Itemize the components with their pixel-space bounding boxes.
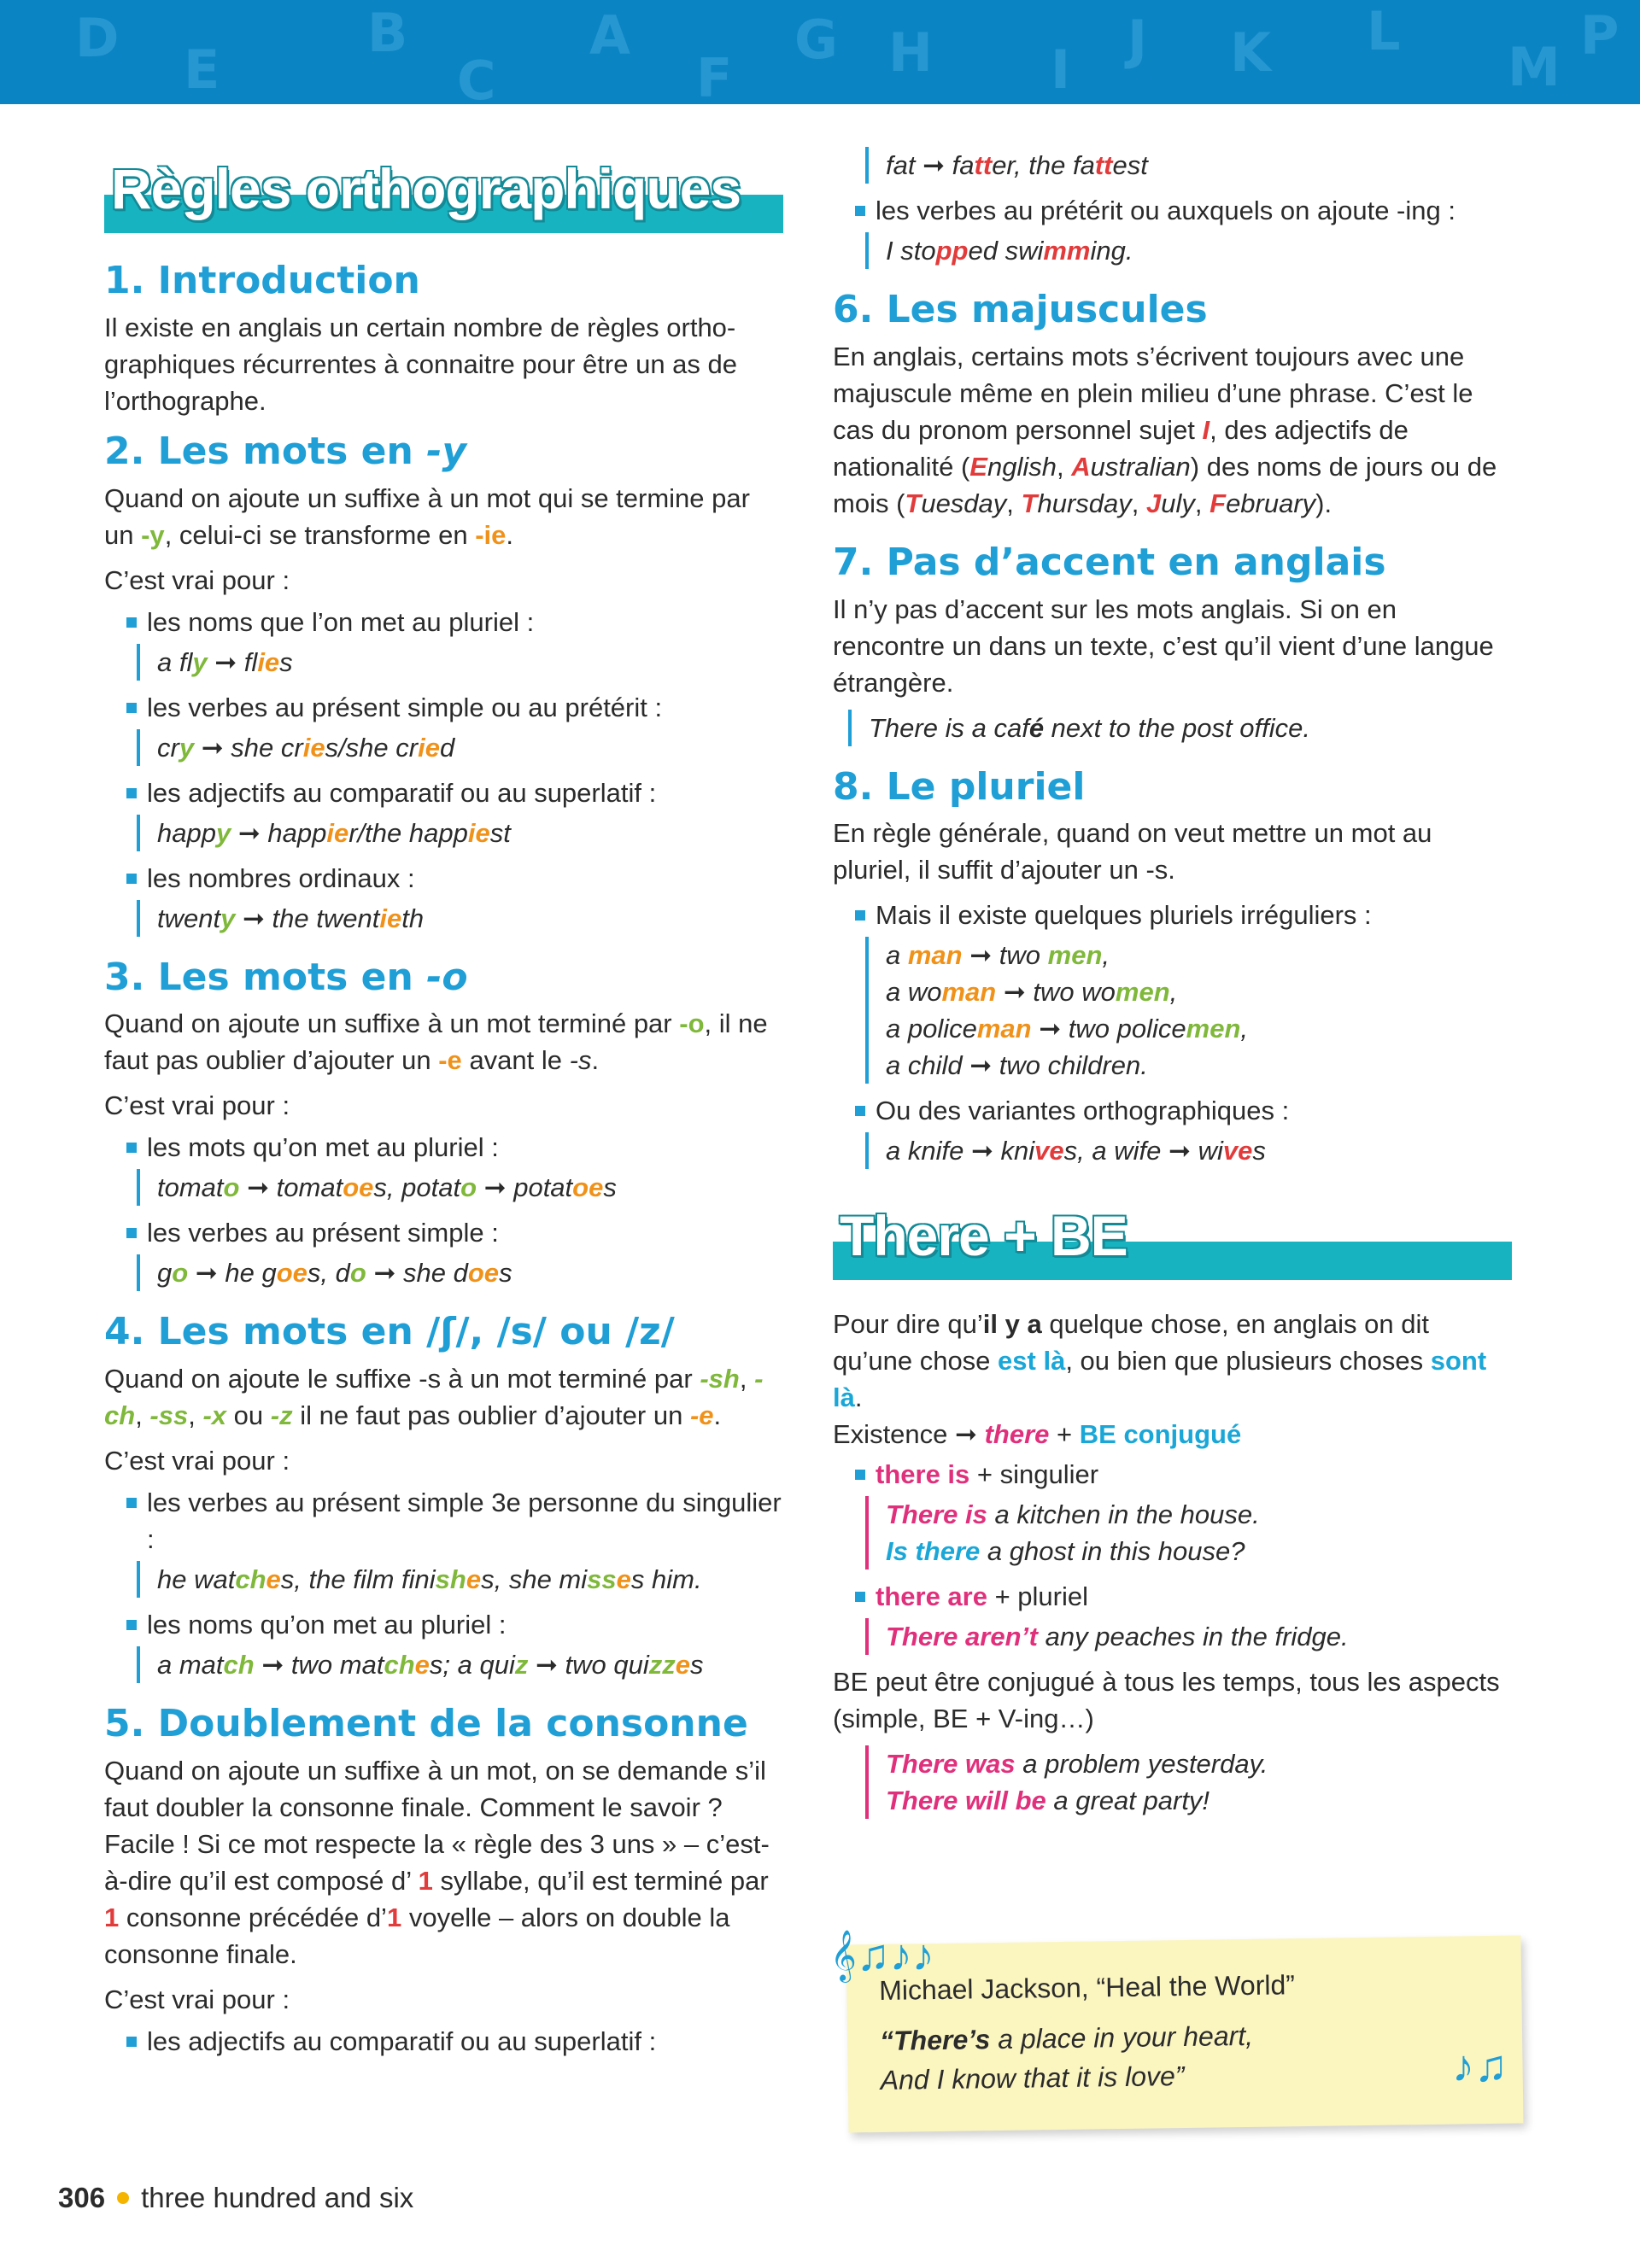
heading-introduction: 1. Introduction — [104, 259, 420, 302]
example: a knife ➞ knives, a wife ➞ wives — [865, 1132, 1512, 1169]
bullet: les verbes au présent simple 3e personne du singulier : — [126, 1484, 783, 1558]
example: There is a café next to the post office. — [848, 710, 1512, 746]
doublement-paragraph: Quand on ajoute un suffixe à un mot, on se demande s’il faut doubler la consonne finale. Comment le savoir ? Facile ! Si ce mot respecte la « règle des 3 uns » – c’est-à-dire qu’il est composé d’ 1 syllabe, qu’il est terminé par 1 consonne précédée d’1 voyelle – alors on double la consonne finale. — [104, 1755, 770, 1969]
mots-o-paragraph: Quand on ajoute un suffixe à un mot terminé par -o, il ne faut pas oublier d’ajouter un -e avant le -s. — [104, 1008, 768, 1076]
cest-vrai-pour: C’est vrai pour : — [104, 1446, 290, 1476]
banner-letter: M — [1508, 36, 1561, 98]
banner-letter: P — [1580, 4, 1620, 67]
mots-y-paragraph: Quand on ajoute un suffixe à un mot qui se termine par un -y, celui-ci se transforme en -ie. — [104, 482, 750, 550]
example: There was a problem yesterday. There will be a great party! — [865, 1745, 1512, 1819]
title-text: Règles orthographiques — [111, 157, 741, 220]
heading-doublement: 5. Doublement de la consonne — [104, 1702, 748, 1746]
heading-pluriel: 8. Le pluriel — [833, 764, 1086, 809]
section-title-regles — [104, 152, 783, 233]
example: There is a kitchen in the house. Is there a ghost in this house? — [865, 1496, 1512, 1569]
bullet: les nombres ordinaux : — [126, 860, 783, 897]
accent-paragraph: Il n’y pas d’accent sur les mots anglais. Si on en rencontre un dans un texte, c’est qu’il vient d’une langue étrangère. — [833, 593, 1494, 698]
heading-accent: 7. Pas d’accent en anglais — [833, 540, 1386, 584]
banner-letter: L — [1367, 0, 1401, 62]
bullet: les adjectifs au comparatif ou au superlatif : — [126, 775, 783, 811]
banner-letter: E — [184, 38, 220, 101]
example: fat ➞ fatter, the fattest — [865, 147, 1512, 184]
top-banner — [0, 0, 1640, 104]
example: a fly ➞ flies — [137, 644, 783, 681]
bullet: there is + singulier — [855, 1456, 1512, 1493]
bullet: les mots qu’on met au pluriel : — [126, 1129, 783, 1166]
example: happy ➞ happier/the happiest — [137, 815, 783, 851]
bullet: Ou des variantes orthographiques : — [855, 1092, 1512, 1129]
banner-letter: K — [1230, 21, 1272, 84]
example: I stopped swimming. — [865, 232, 1512, 269]
there-paragraph: Pour dire qu’il y a quelque chose, en anglais on dit qu’une chose est là, ou bien que plusieurs choses sont là. Existence ➞ there + BE conjugué — [833, 1309, 1487, 1450]
quote-note — [846, 1935, 1524, 2132]
heading-majuscules: 6. Les majuscules — [833, 288, 1208, 331]
example: he watches, the film finishes, she misses him. — [137, 1561, 783, 1598]
banner-letter: I — [1051, 38, 1071, 101]
music-notes-icon: ♪♫ — [1452, 2042, 1508, 2091]
banner-letter: J — [1128, 9, 1148, 71]
example: go ➞ he goes, do ➞ she does — [137, 1254, 783, 1291]
heading-mots-y: 2. Les mots en -y — [104, 429, 467, 473]
bullet: les verbes au prétérit ou auxquels on ajoute -ing : — [855, 192, 1512, 229]
mots-sh-paragraph: Quand on ajoute le suffixe -s à un mot terminé par -sh, -ch, -ss, -x ou -z il ne faut pas oublier d’ajouter un -e. — [104, 1364, 764, 1431]
example: twenty ➞ the twentieth — [137, 900, 783, 937]
example: tomato ➞ tomatoes, potato ➞ potatoes — [137, 1169, 783, 1206]
cest-vrai-pour: C’est vrai pour : — [104, 1984, 290, 2014]
banner-letter: A — [589, 4, 630, 67]
example: a man ➞ two men, a woman ➞ two women, a policeman ➞ two policemen, a child ➞ two children. — [865, 937, 1512, 1084]
example: There aren’t any peaches in the fridge. — [865, 1618, 1512, 1655]
banner-letter: F — [696, 47, 733, 104]
bullet: les noms que l’on met au pluriel : — [126, 604, 783, 640]
title-text: There + BE — [840, 1204, 1128, 1268]
left-column — [104, 128, 783, 2063]
banner-letter: D — [75, 7, 120, 69]
cest-vrai-pour: C’est vrai pour : — [104, 564, 290, 595]
banner-letter: B — [367, 2, 408, 64]
example: a match ➞ two matches; a quiz ➞ two quizzes — [137, 1646, 783, 1683]
right-column — [833, 147, 1512, 1827]
page-number: 306 — [58, 2182, 106, 2213]
bullet: les verbes au présent simple ou au prétérit : — [126, 689, 783, 726]
intro-paragraph: Il existe en anglais un certain nombre de règles ortho-graphiques récurrentes à connaitre pour être un as de l’orthographe. — [104, 312, 738, 416]
bullet: les noms qu’on met au pluriel : — [126, 1606, 783, 1643]
bullet: les verbes au présent simple : — [126, 1214, 783, 1251]
bullet: there are + pluriel — [855, 1578, 1512, 1615]
heading-mots-sh: 4. Les mots en /ʃ/, /s/ ou /z/ — [104, 1310, 675, 1354]
quote-text: “There’s a place in your heart, And I know that it is love” — [879, 2020, 1254, 2096]
page-number-words: three hundred and six — [141, 2182, 414, 2213]
majuscules-paragraph: En anglais, certains mots s’écrivent toujours avec une majuscule même en plein milieu d’une phrase. C’est le cas du pronom personnel sujet I, des adjectifs de nationalité (English, Australian) des noms de jours ou de mois (Tuesday, Thursday, July, February). — [833, 341, 1497, 518]
banner-letter: G — [794, 9, 838, 71]
pluriel-paragraph: En règle générale, quand on veut mettre un mot au pluriel, il suffit d’ajouter un -s. — [833, 818, 1432, 886]
bullet: Mais il existe quelques pluriels irréguliers : — [855, 897, 1512, 933]
cest-vrai-pour: C’est vrai pour : — [104, 1090, 290, 1121]
quote-author: Michael Jackson, “Heal the World” — [879, 1969, 1296, 2006]
example: cry ➞ she cries/she cried — [137, 729, 783, 766]
banner-letter: C — [457, 50, 496, 104]
page-footer — [58, 2182, 413, 2214]
banner-letter: H — [888, 21, 933, 84]
heading-mots-o: 3. Les mots en -o — [104, 955, 468, 999]
music-notes-icon: 𝄞♫♪♪ — [830, 1931, 934, 1980]
bullet: les adjectifs au comparatif ou au superlatif : — [126, 2023, 783, 2060]
be-paragraph: BE peut être conjugué à tous les temps, tous les aspects (simple, BE + V-ing…) — [833, 1667, 1500, 1734]
section-title-there-be — [833, 1203, 1512, 1280]
